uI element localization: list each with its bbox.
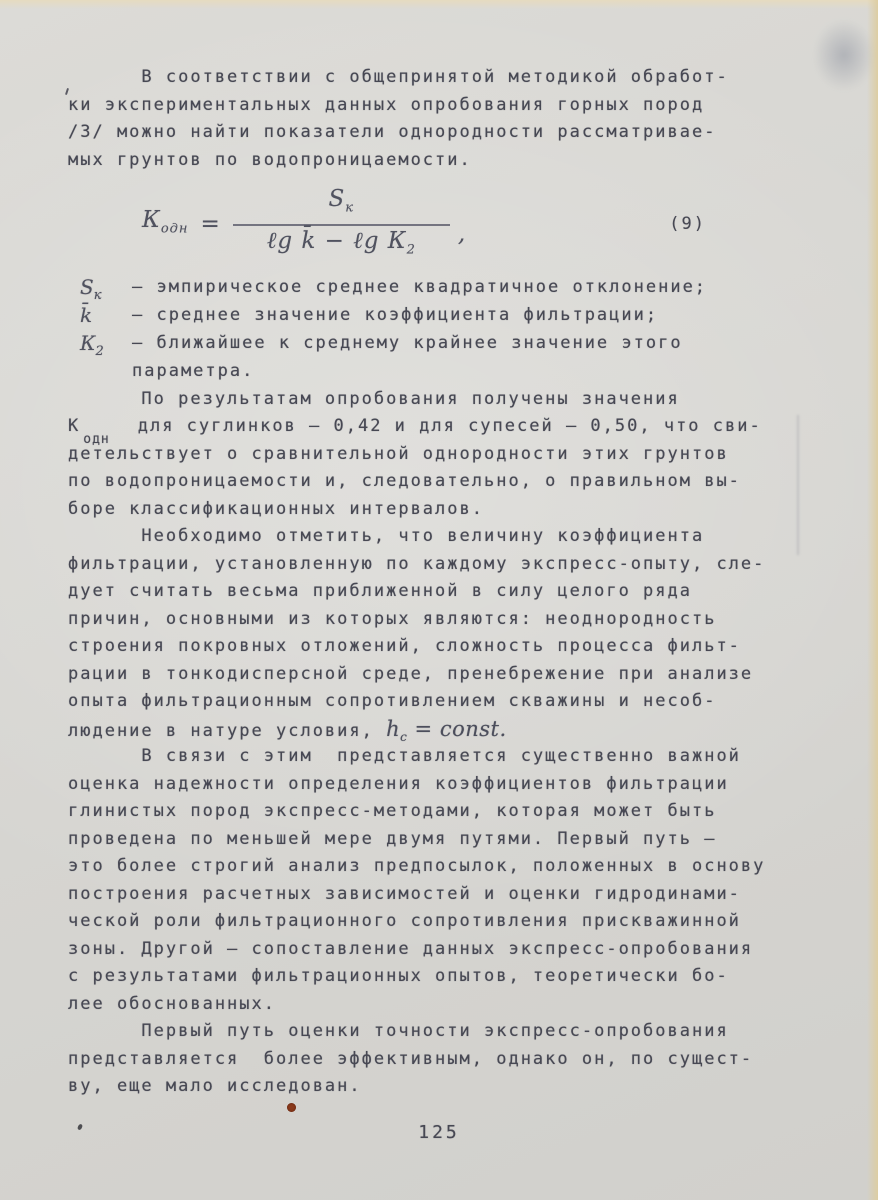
- text-line: фильтрации, установленную по каждому экспресс-опыту, сле-: [68, 553, 766, 574]
- paragraph-remarks: [68, 523, 798, 743]
- equation-number: (9): [669, 214, 706, 235]
- text-line: мых грунтов по водопроницаемости.: [68, 149, 472, 170]
- equation-block: [68, 188, 798, 262]
- paragraph-conclusion: [68, 1018, 798, 1101]
- definition-text: – среднее значение коэффициента фильтрации;: [132, 305, 659, 325]
- handwritten-condition: $h_c$ = const.: [386, 716, 507, 744]
- text-line: ческой роли фильтрационного сопротивления прискважинной: [68, 911, 741, 931]
- fraction-numerator: $S_к$: [328, 186, 355, 216]
- paper-edge-stain-right: [867, 0, 878, 1200]
- text-line-with-formula: людение в натуре условия, $h_c$ = const.: [68, 716, 507, 744]
- text-line: причин, основными из которых являются: неоднородность: [68, 608, 717, 629]
- text-line: детельствует о сравнительной однородности этих грунтов: [68, 443, 729, 464]
- text-line: глинистых пород экспресс-методами, которая может быть: [68, 801, 717, 821]
- text-line-with-subscript: Кодндля суглинков – 0,42 и для супесей – 0,50, что сви-: [68, 413, 798, 441]
- fraction-denominator: ℓg k̄ − ℓg $К_2$: [233, 224, 450, 264]
- text-line: по водопроницаемости и, следовательно, о правильном вы-: [68, 471, 741, 491]
- text-line: ки экспериментальных данных опробования горных пород: [68, 94, 705, 115]
- text-line: /3/ можно найти показатели однородности рассматривае-: [68, 122, 717, 142]
- text-line: представляется более эффективным, однако он, по сущест-: [68, 1048, 754, 1069]
- text-line: Первый путь оценки точности экспресс-опробования: [68, 1021, 729, 1041]
- text-line: зоны. Другой – сопоставление данных экспресс-опробования: [68, 938, 754, 959]
- fraction: [233, 186, 450, 263]
- definition-term: k̄: [80, 303, 93, 327]
- red-ink-dot: [287, 1103, 296, 1112]
- k-odn-subscript: одн: [83, 432, 110, 447]
- text-line: боре классификационных интервалов.: [68, 498, 484, 519]
- text-line: строения покровных отложений, сложность процесса фильт-: [68, 636, 741, 656]
- paragraph-results: [68, 386, 798, 524]
- text-line: В связи с этим представляется существенно важной: [68, 746, 741, 766]
- text-line: дует считать весьма приближенной в силу целого ряда: [68, 581, 692, 601]
- definition-term: $К_2$: [80, 331, 104, 359]
- equation-lhs: $К_{одн}$: [142, 206, 189, 237]
- text-line: В соответствии с общепринятой методикой обработ-: [68, 67, 729, 87]
- definition-text: – эмпирическое среднее квадратичное отклонение;: [132, 277, 708, 297]
- page-number: 125: [418, 1122, 460, 1143]
- page-text: [68, 64, 798, 1101]
- text-line: оценка надежности определения коэффициентов фильтрации: [68, 773, 729, 794]
- definition-continuation: параметра.: [132, 361, 255, 381]
- definition-row: [68, 274, 798, 302]
- gray-smudge-stain: [812, 18, 876, 92]
- text-line: с результатами фильтрационных опытов, теоретически бо-: [68, 966, 729, 986]
- text-line: опыта фильтрационным сопротивлением скважины и несоб-: [68, 691, 717, 711]
- definition-text: – ближайшее к среднему крайнее значение этого: [132, 333, 683, 353]
- equation-comma: ,: [457, 220, 467, 247]
- text-line: это более строгий анализ предпосылок, положенных в основу: [68, 856, 766, 876]
- text-line: построения расчетных зависимостей и оценки гидродинами-: [68, 883, 741, 904]
- text-line: проведена по меньшей мере двумя путями. Первый путь –: [68, 828, 717, 849]
- paragraph-intro: [68, 64, 798, 174]
- text-line: ву, еще мало исследован.: [68, 1076, 362, 1096]
- text-line: По результатам опробования получены значения: [68, 388, 680, 409]
- paper-edge-stain-top: [0, 0, 878, 9]
- definition-row: [68, 330, 798, 358]
- equals-sign: =: [200, 211, 221, 238]
- definition-row: [68, 302, 798, 330]
- text-line: рации в тонкодисперсной среде, пренебрежение при анализе: [68, 663, 754, 684]
- text-line: Необходимо отметить, что величину коэффициента: [68, 526, 705, 546]
- paragraph-assessment: [68, 743, 798, 1018]
- definitions-list: [68, 274, 798, 386]
- definition-term: $S_к$: [80, 275, 102, 303]
- text-line: лее обоснованных.: [68, 993, 276, 1014]
